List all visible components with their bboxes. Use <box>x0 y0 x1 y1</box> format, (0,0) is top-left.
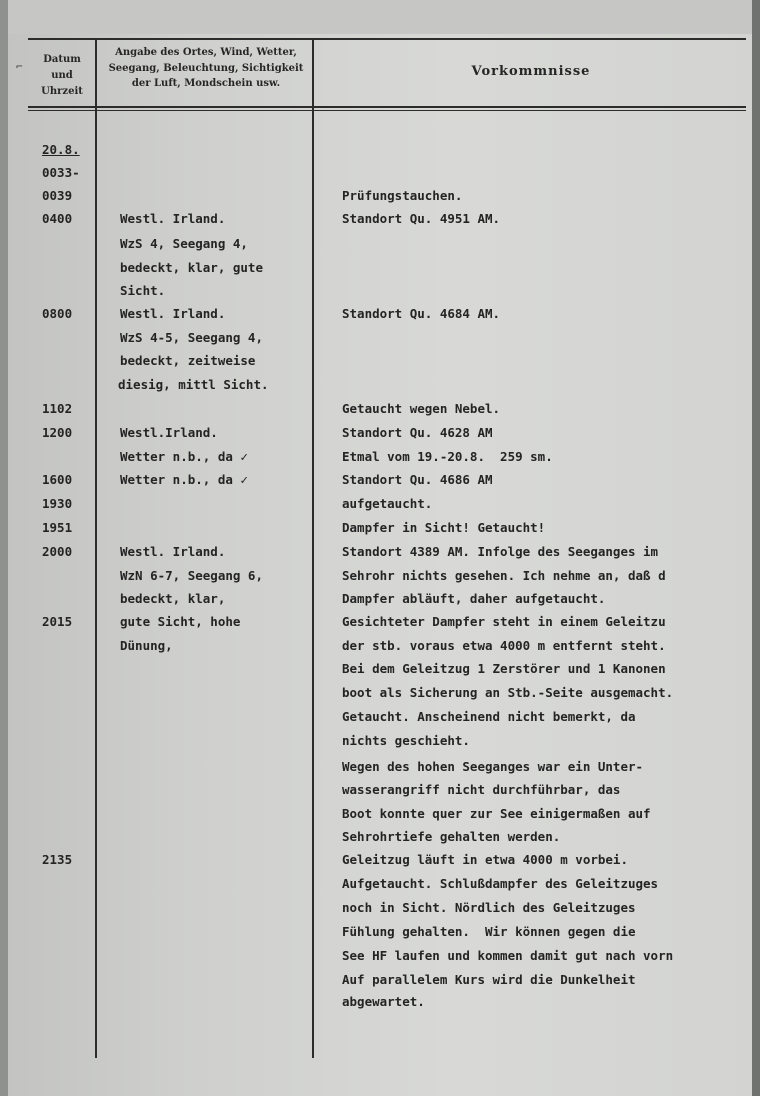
event-line: Standort Qu. 4686 AM <box>342 472 493 487</box>
weather-line: diesig, mittl Sicht. <box>118 377 269 392</box>
header-datum: Datum <box>43 54 81 65</box>
event-line: Wegen des hohen Seeganges war ein Unter- <box>342 759 644 774</box>
weather-line: bedeckt, klar, gute <box>120 260 263 275</box>
weather-line: Westl. Irland. <box>120 211 226 226</box>
time-entry: 1200 <box>42 425 73 440</box>
header-uhrzeit: Uhrzeit <box>41 86 83 97</box>
margin-mark: ⌐ <box>16 60 23 73</box>
event-line: Aufgetaucht. Schlußdampfer des Geleitzuges <box>342 876 659 891</box>
time-entry: 1600 <box>42 472 73 487</box>
event-line: boot als Sicherung an Stb.-Seite ausgemacht. <box>342 685 674 700</box>
event-line: Dampfer abläuft, daher aufgetaucht. <box>342 591 606 606</box>
event-line: Fühlung gehalten. Wir können gegen die <box>342 924 636 939</box>
weather-line: Westl. Irland. <box>120 544 226 559</box>
weather-line: WzN 6-7, Seegang 6, <box>120 568 263 583</box>
time-entry: 0033- <box>42 165 80 180</box>
weather-line: Sicht. <box>120 283 166 298</box>
time-entry: 1930 <box>42 496 73 511</box>
event-line: Etmal vom 19.-20.8. 259 sm. <box>342 449 553 464</box>
event-line: Getaucht wegen Nebel. <box>342 401 501 416</box>
weather-line: Wetter n.b., da ✓ <box>120 449 248 464</box>
header-und: und <box>51 70 73 81</box>
weather-line: gute Sicht, hohe <box>120 614 241 629</box>
time-entry: 1951 <box>42 520 73 535</box>
column-divider-2 <box>312 40 314 1058</box>
event-line: Standort Qu. 4628 AM <box>342 425 493 440</box>
header-ort-line-2: Seegang, Beleuchtung, Sichtigkeit <box>108 62 304 74</box>
weather-line: Dünung, <box>120 638 173 653</box>
event-line: Sehrohrtiefe gehalten werden. <box>342 829 561 844</box>
event-line: Boot konnte quer zur See einigermaßen auf <box>342 806 651 821</box>
event-line: Geleitzug läuft in etwa 4000 m vorbei. <box>342 852 628 867</box>
event-line: Sehrohr nichts gesehen. Ich nehme an, daß d <box>342 568 666 583</box>
time-entry: 0800 <box>42 306 73 321</box>
page-top-edge <box>8 0 754 34</box>
event-line: See HF laufen und kommen damit gut nach vorn <box>342 948 674 963</box>
time-entry: 0039 <box>42 188 73 203</box>
date-entry: 20.8. <box>42 142 80 157</box>
header-datum-uhrzeit <box>30 52 94 100</box>
table-top-rule <box>28 38 746 40</box>
event-line: noch in Sicht. Nördlich des Geleitzuges <box>342 900 636 915</box>
event-line: Standort Qu. 4684 AM. <box>342 306 501 321</box>
header-vorkommnisse: Vorkommnisse <box>471 64 591 79</box>
weather-line: Westl.Irland. <box>120 425 218 440</box>
event-line: Prüfungstauchen. <box>342 188 463 203</box>
event-line: Standort 4389 AM. Infolge des Seeganges im <box>342 544 659 559</box>
event-line: Gesichteter Dampfer steht in einem Geleitzu <box>342 614 666 629</box>
event-line: Auf parallelem Kurs wird die Dunkelheit <box>342 972 636 987</box>
event-line: Bei dem Geleitzug 1 Zerstörer und 1 Kanonen <box>342 661 666 676</box>
time-entry: 0400 <box>42 211 73 226</box>
event-line: nichts geschieht. <box>342 733 470 748</box>
column-divider-1 <box>95 40 97 1058</box>
event-line: Standort Qu. 4951 AM. <box>342 211 501 226</box>
time-entry: 2015 <box>42 614 73 629</box>
header-ort-line-3: der Luft, Mondschein usw. <box>131 78 281 89</box>
event-line: Dampfer in Sicht! Getaucht! <box>342 520 546 535</box>
header-ort-line-1: Angabe des Ortes, Wind, Wetter, <box>115 47 297 58</box>
weather-line: Wetter n.b., da ✓ <box>120 472 248 487</box>
time-entry: 2135 <box>42 852 73 867</box>
header-ort-wetter <box>100 45 312 92</box>
event-line: Getaucht. Anscheinend nicht bemerkt, da <box>342 709 636 724</box>
event-line: wasserangriff nicht durchführbar, das <box>342 782 621 797</box>
time-entry: 1102 <box>42 401 73 416</box>
event-line: aufgetaucht. <box>342 496 433 511</box>
event-line: abgewartet. <box>342 994 425 1009</box>
page-right-edge <box>752 0 760 1096</box>
event-line: der stb. voraus etwa 4000 m entfernt steht. <box>342 638 666 653</box>
weather-line: bedeckt, klar, <box>120 591 226 606</box>
weather-line: Westl. Irland. <box>120 306 226 321</box>
header-bottom-rule-2 <box>28 110 746 111</box>
weather-line: WzS 4, Seegang 4, <box>120 236 248 251</box>
weather-line: WzS 4-5, Seegang 4, <box>120 330 263 345</box>
weather-line: bedeckt, zeitweise <box>120 353 256 368</box>
header-bottom-rule <box>28 106 746 108</box>
time-entry: 2000 <box>42 544 73 559</box>
